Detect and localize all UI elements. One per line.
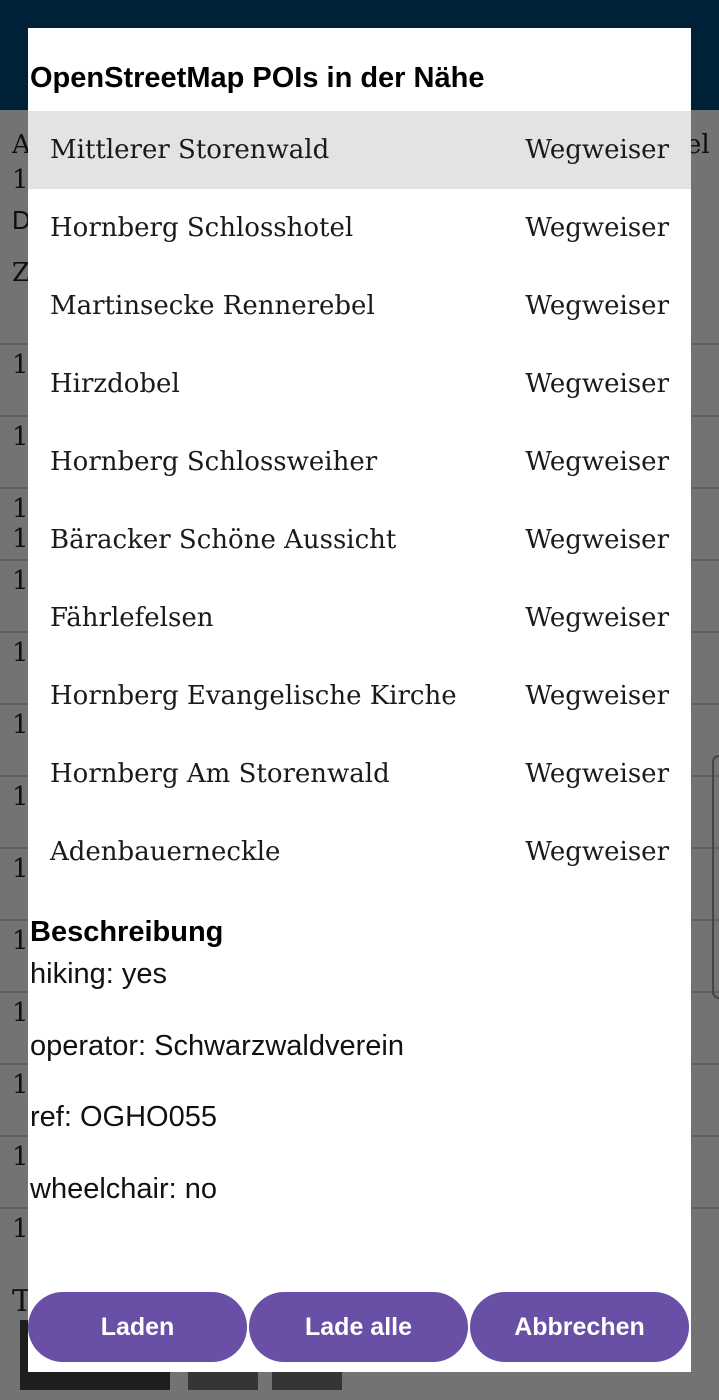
load-button[interactable]: Laden xyxy=(28,1292,247,1362)
poi-dialog xyxy=(28,28,691,1372)
poi-list-item[interactable] xyxy=(28,657,691,735)
poi-list-item[interactable] xyxy=(28,267,691,345)
poi-list-item[interactable] xyxy=(28,813,691,891)
cancel-button[interactable]: Abbrechen xyxy=(470,1292,689,1362)
poi-type: Wegweiser xyxy=(525,447,669,477)
poi-type: Wegweiser xyxy=(525,525,669,555)
poi-name: Fährlefelsen xyxy=(50,603,214,633)
poi-type: Wegweiser xyxy=(525,603,669,633)
description-line: ref: OGHO055 xyxy=(30,1101,217,1133)
poi-name: Hornberg Schlossweiher xyxy=(50,447,378,477)
poi-name: Hirzdobel xyxy=(50,369,180,399)
poi-type: Wegweiser xyxy=(525,759,669,789)
description-line: wheelchair: no xyxy=(30,1173,217,1205)
poi-type: Wegweiser xyxy=(525,837,669,867)
poi-list-item[interactable] xyxy=(28,735,691,813)
poi-type: Wegweiser xyxy=(525,369,669,399)
poi-type: Wegweiser xyxy=(525,213,669,243)
poi-name: Mittlerer Storenwald xyxy=(50,135,330,165)
poi-name: Bäracker Schöne Aussicht xyxy=(50,525,397,555)
description-line: hiking: yes xyxy=(30,958,168,990)
poi-list xyxy=(28,111,691,891)
load-all-button[interactable]: Lade alle xyxy=(249,1292,468,1362)
poi-name: Hornberg Evangelische Kirche xyxy=(50,681,457,711)
poi-type: Wegweiser xyxy=(525,135,669,165)
poi-name: Hornberg Am Storenwald xyxy=(50,759,390,789)
poi-list-item[interactable] xyxy=(28,345,691,423)
poi-name: Hornberg Schlosshotel xyxy=(50,213,354,243)
poi-list-item[interactable] xyxy=(28,579,691,657)
dialog-button-bar xyxy=(28,1292,691,1362)
poi-name: Adenbauerneckle xyxy=(50,837,281,867)
poi-type: Wegweiser xyxy=(525,291,669,321)
poi-type: Wegweiser xyxy=(525,681,669,711)
poi-name: Martinsecke Rennerebel xyxy=(50,291,375,321)
poi-list-item[interactable] xyxy=(28,189,691,267)
poi-list-item[interactable] xyxy=(28,111,691,189)
poi-list-item[interactable] xyxy=(28,501,691,579)
description-line: operator: Schwarzwaldverein xyxy=(30,1030,404,1062)
description-heading: Beschreibung xyxy=(30,916,224,948)
poi-list-item[interactable] xyxy=(28,423,691,501)
dialog-title: OpenStreetMap POIs in der Nähe xyxy=(30,62,485,94)
